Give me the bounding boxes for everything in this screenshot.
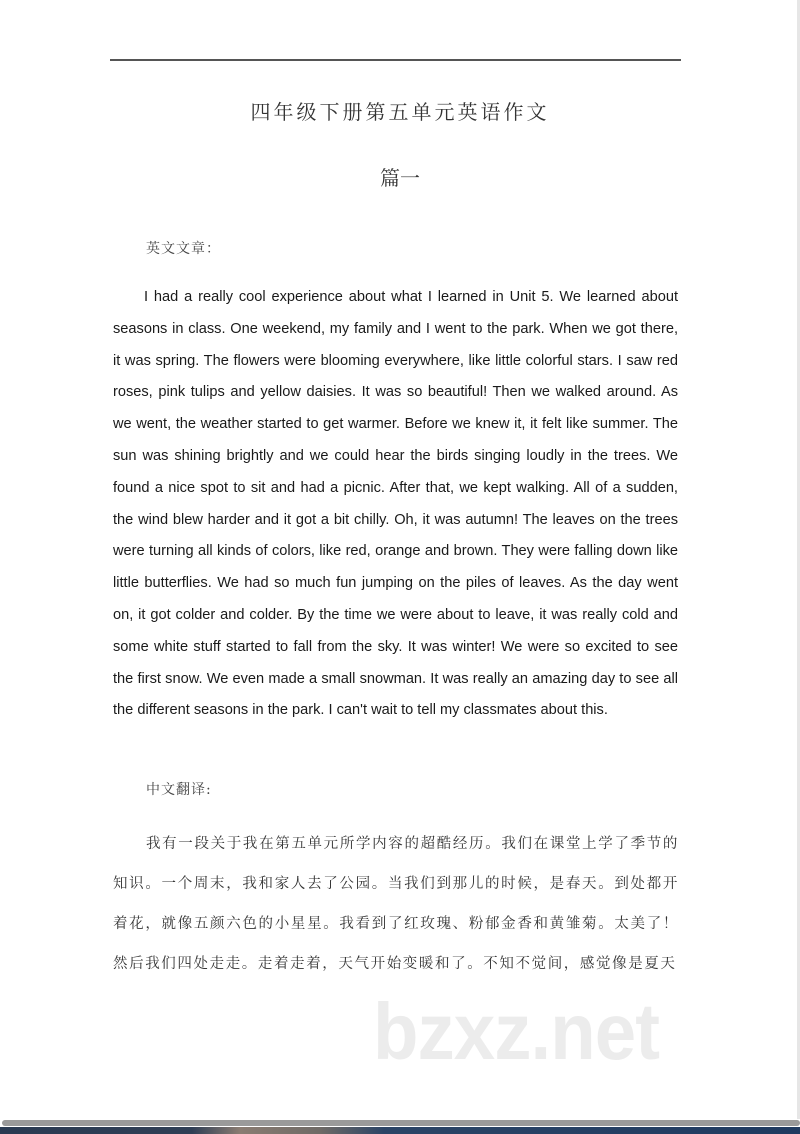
scrollbar-thumb[interactable] bbox=[2, 1120, 800, 1126]
english-paragraph: I had a really cool experience about what I learned in Unit 5. We learned about seasons in class. One weekend, my family and I went to the park. When we got there, it was spring. The flowers were blooming everywhere, like little colorful stars. I saw red roses, pink tulips and yellow daisies. It was so beautiful! Then we walked around. As we went, the weather started to get warmer. Before we knew it, it felt like summer. The sun was shining brightly and we could hear the birds singing loudly in the trees. We found a nice spot to sit and had a picnic. After that, we kept walking. All of a sudden, the wind blew harder and it got a bit chilly. Oh, it was autumn! The leaves on the trees were turning all kinds of colors, like red, orange and brown. They were falling down like little butterflies. We had so much fun jumping on the piles of leaves. As the day went on, it got colder and colder. By the time we were about to leave, it was really cold and some white stuff started to fall from the sky. It was winter! We were so excited to see the first snow. We even made a small snowman. It was really an amazing day to see all the different seasons in the park. I can't wait to tell my classmates about this. bbox=[113, 289, 678, 719]
next-page-preview bbox=[0, 1127, 800, 1134]
chinese-paragraph: 我有一段关于我在第五单元所学内容的超酷经历。我们在课堂上学了季节的知识。一个周末，我和家人去了公园。当我们到那儿的时候，是春天。到处都开着花，就像五颜六色的小星星。我看到了红玫瑰、粉郁金香和黄雏菊。太美了！然后我们四处走走。走着走着，天气开始变暖和了。不知不觉间，感觉像是夏天 bbox=[113, 836, 679, 972]
chinese-section-label: 中文翻译: bbox=[146, 782, 212, 798]
watermark-text: bzxz.net bbox=[373, 987, 660, 1076]
section-subtitle: 篇一 bbox=[380, 166, 420, 190]
horizontal-scrollbar[interactable] bbox=[0, 1119, 800, 1127]
header-divider bbox=[110, 59, 681, 61]
english-section-label: 英文文章： bbox=[146, 241, 221, 257]
page-title: 四年级下册第五单元英语作文 bbox=[250, 100, 550, 124]
